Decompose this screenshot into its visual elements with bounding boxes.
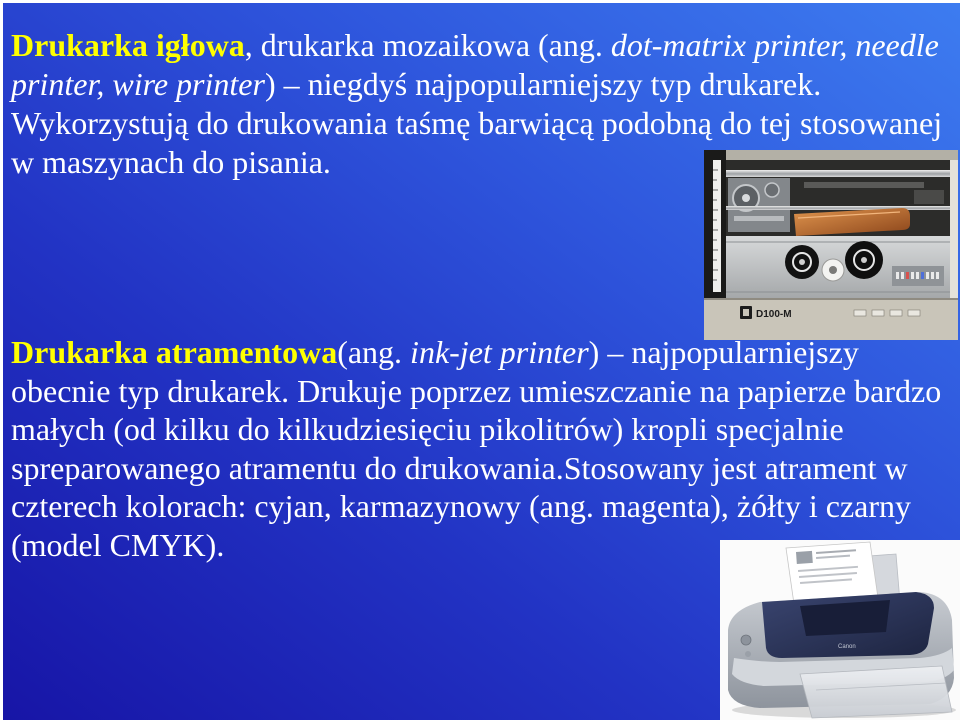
text-line — [11, 449, 941, 488]
panel-button — [854, 310, 866, 316]
body-text: (ang. — [337, 334, 411, 370]
english-term: printer, wire printer — [11, 66, 265, 102]
body-text: (model CMYK). — [11, 526, 225, 563]
resume-button — [745, 651, 751, 657]
body-text: małych (od kilku do kilkudziesięciu pikolitrów) kropli specjalnie — [11, 411, 844, 448]
body-text: , drukarka mozaikowa (ang. — [244, 27, 611, 63]
text-line — [11, 65, 942, 104]
text-line — [11, 526, 941, 565]
text-line — [11, 26, 942, 65]
dip-switch-panel — [892, 266, 944, 286]
text-line — [11, 104, 942, 143]
term-highlight: Drukarka atramentowa — [11, 334, 338, 370]
ribbon-spool-right — [845, 241, 883, 279]
text-line — [11, 333, 941, 372]
body-text: obecnie typ drukarek. Drukuje poprzez umieszczanie na papierze bardzo — [11, 372, 942, 409]
panel-button — [872, 310, 884, 316]
body-text: czterech kolorach: cyjan, karmazynowy (ang. magenta), żółty i czarny — [11, 488, 912, 525]
panel-button — [890, 310, 902, 316]
term-highlight: Drukarka igłowa — [11, 27, 245, 63]
body-text: w maszynach do pisania. — [11, 144, 331, 180]
dot-matrix-paragraph — [11, 26, 942, 182]
model-label: D100-M — [756, 309, 792, 320]
text-line — [11, 487, 941, 526]
english-term: dot-matrix printer, needle — [610, 27, 939, 63]
text-line — [11, 410, 941, 449]
inkjet-printer-photo — [720, 540, 960, 720]
brand-label: Canon — [838, 644, 856, 650]
power-button — [741, 635, 751, 645]
text-line — [11, 372, 941, 411]
text-line — [11, 143, 942, 182]
ribbon-spool-left — [785, 245, 819, 279]
body-text: Wykorzystują do drukowania taśmę barwiącą podobną do tej stosowanej — [11, 105, 943, 141]
english-term: ink-jet printer — [410, 334, 589, 370]
body-text: spreparowanego atramentu do drukowania.Stosowany jest atrament w — [11, 449, 908, 486]
drive-gear — [822, 259, 844, 281]
body-text: ) – niegdyś najpopularniejszy typ drukarek. — [264, 66, 822, 102]
body-text: ) – najpopularniejszy — [588, 334, 859, 370]
panel-button — [908, 310, 920, 316]
cover-recess — [800, 600, 890, 636]
output-tray — [800, 666, 952, 718]
inkjet-paragraph — [11, 333, 941, 565]
